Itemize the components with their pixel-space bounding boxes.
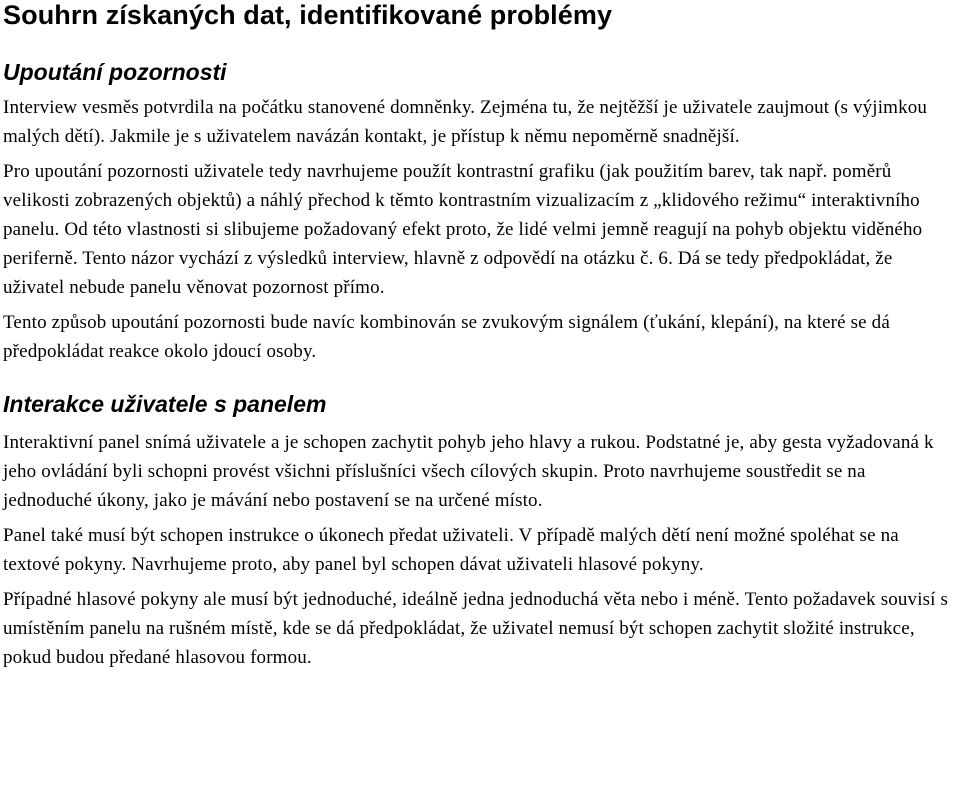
document-title: Souhrn získaných dat, identifikované problémy (3, 0, 613, 30)
paragraph: Pro upoutání pozornosti uživatele tedy navrhujeme použít kontrastní grafiku (jak použitím barev, tak např. poměrů velikosti zobrazených objektů) a náhlý přechod k těmto kontrastním vizualizacím z „klidového režimu“ interaktivního panelu. Od této vlastnosti si slibujeme požadovaný efekt proto, že lidé velmi jemně reagují na pohyb objektu viděného periferně. Tento názor vychází z výsledků interview, hlavně z odpovědí na otázku č. 6. Dá se tedy předpokládat, že uživatel nebude panelu věnovat pozornost přímo. (3, 161, 923, 298)
paragraph: Panel také musí být schopen instrukce o úkonech předat uživateli. V případě malých dětí není možné spoléhat se na textové pokyny. Navrhujeme proto, aby panel byl schopen dávat uživateli hlasové pokyny. (3, 525, 899, 575)
paragraph: Tento způsob upoutání pozornosti bude navíc kombinován se zvukovým signálem (ťukání, klepání), na které se dá předpokládat reakce okolo jdoucí osoby. (3, 312, 890, 362)
paragraph: Případné hlasové pokyny ale musí být jednoduché, ideálně jedna jednoduchá věta nebo i méně. Tento požadavek souvisí s umístěním panelu na rušném místě, kde se dá předpokládat, že uživatel nemusí být schopen zachytit složité instrukce, pokud budou předané hlasovou formou. (3, 589, 949, 668)
document-page (3, 0, 958, 672)
section-heading-upoutani-pozornosti: Upoutání pozornosti (3, 59, 227, 85)
section-heading-interakce-uzivatele: Interakce uživatele s panelem (3, 391, 327, 417)
paragraph: Interaktivní panel snímá uživatele a je schopen zachytit pohyb jeho hlavy a rukou. Podstatné je, aby gesta vyžadovaná k jeho ovládání byli schopni provést všichni příslušníci všech cílových skupin. Proto navrhujeme soustředit se na jednoduché úkony, jako je mávání nebo postavení se na určené místo. (3, 432, 934, 511)
paragraph: Interview vesměs potvrdila na počátku stanovené domněnky. Zejména tu, že nejtěžší je uživatele zaujmout (s výjimkou malých dětí). Jakmile je s uživatelem navázán kontakt, je přístup k němu nepoměrně snadnější. (3, 97, 928, 147)
